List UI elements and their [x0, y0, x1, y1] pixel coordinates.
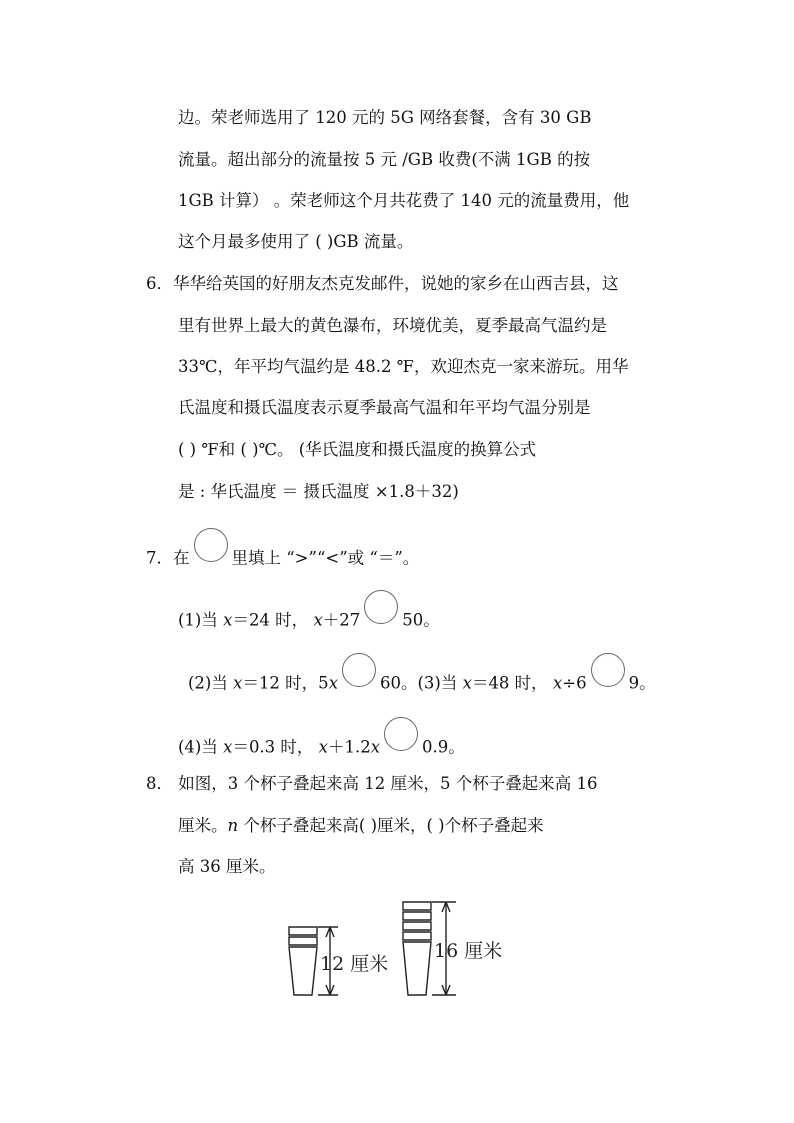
sub1-prefix: (1)当: [178, 610, 224, 630]
sub4-cond: ＝0.3 时，: [232, 737, 319, 757]
sub3-var2: x: [552, 673, 563, 693]
problem8-line1: 8． 如图，3 个杯子叠起来高 12 厘米，5 个杯子叠起来高 16: [146, 774, 598, 793]
problem5-line4: 这个月最多使用了 ( )GB 流量。: [178, 232, 414, 251]
label-16cm: 16 厘米: [434, 940, 503, 962]
right-cup-stack: [403, 902, 431, 995]
sub4-rhs: 0.9。: [422, 737, 465, 757]
sub4-var3: x: [370, 737, 381, 757]
sub2-var2: x: [328, 673, 338, 693]
sub3-var: x: [462, 673, 472, 693]
problem7-sub2-3: [188, 667, 656, 701]
sub4-prefix: (4)当: [178, 737, 224, 757]
answer-circle-1[interactable]: [364, 590, 398, 624]
sub2-var: x: [233, 673, 243, 693]
problem8-var-n: n: [227, 816, 239, 835]
problem6-line2: 里有世界上最大的黄色瀑布，环境优美，夏季最高气温约是: [178, 316, 607, 335]
sub1-rhs: 50。: [402, 610, 440, 630]
sub4-var: x: [223, 737, 233, 757]
problem7-intro-start: 7．在: [146, 548, 190, 568]
problem5-line2: 流量。超出部分的流量按 5 元 /GB 收费(不满 1GB 的按: [178, 150, 591, 169]
problem6-line6: 是 : 华氏温度 ＝ 摄氏温度 ×1.8＋32): [178, 482, 459, 501]
problem8-line2: [178, 815, 544, 837]
problem6-line3: 33℃，年平均气温约是 48.2 ℉，欢迎杰克一家来游玩。用华: [178, 357, 629, 376]
problem8-line3: 高 36 厘米。: [178, 857, 276, 876]
problem7-intro-end: 里填上 “>”“<”或 “＝”。: [231, 548, 420, 568]
problem5-line1: 边。荣老师选用了 120 元的 5G 网络套餐，含有 30 GB: [178, 108, 592, 127]
sub1-var: x: [223, 610, 233, 630]
label-12cm: 12 厘米: [320, 953, 389, 975]
problem6-line4: 氏温度和摄氏温度表示夏季最高气温和年平均气温分别是: [178, 398, 591, 417]
left-cup-stack: [289, 927, 317, 995]
stacked-cups-figure: [280, 895, 520, 1005]
answer-circle-4[interactable]: [384, 717, 418, 751]
answer-circle-2[interactable]: [342, 653, 376, 687]
problem5-line3: 1GB 计算） 。荣老师这个月共花费了 140 元的流量费用，他: [178, 191, 630, 210]
sub3-expr: ÷6: [562, 673, 587, 693]
answer-circle-example: [194, 528, 228, 562]
sub2-prefix: (2)当: [188, 673, 234, 693]
problem6-line5: ( ) ℉和 ( )℃。 (华氏温度和摄氏温度的换算公式: [178, 440, 537, 459]
sub4-expr: ＋1.2: [327, 737, 371, 757]
sub4-var2: x: [318, 737, 328, 757]
sub3-prefix: (3)当: [417, 673, 463, 693]
problem7-intro: [146, 542, 419, 576]
sub3-rhs: 9。: [628, 673, 656, 693]
sub2-cond: ＝12 时，5: [242, 673, 329, 693]
problem7-sub1: [178, 604, 440, 638]
sub1-var2: x: [313, 610, 323, 630]
problem6-line1: 6．华华给英国的好朋友杰克发邮件，说她的家乡在山西吉县，这: [146, 274, 619, 293]
problem7-sub4: [178, 731, 465, 765]
sub3-cond: ＝48 时，: [471, 673, 553, 693]
problem8-line2-start: 厘米。: [178, 816, 228, 835]
answer-circle-3[interactable]: [591, 653, 625, 687]
sub1-expr: ＋27: [322, 610, 361, 630]
sub1-cond: ＝24 时，: [232, 610, 314, 630]
sub2-rhs: 60。: [380, 673, 418, 693]
problem8-line2-end: 个杯子叠起来高( )厘米，( )个杯子叠起来: [238, 816, 544, 835]
